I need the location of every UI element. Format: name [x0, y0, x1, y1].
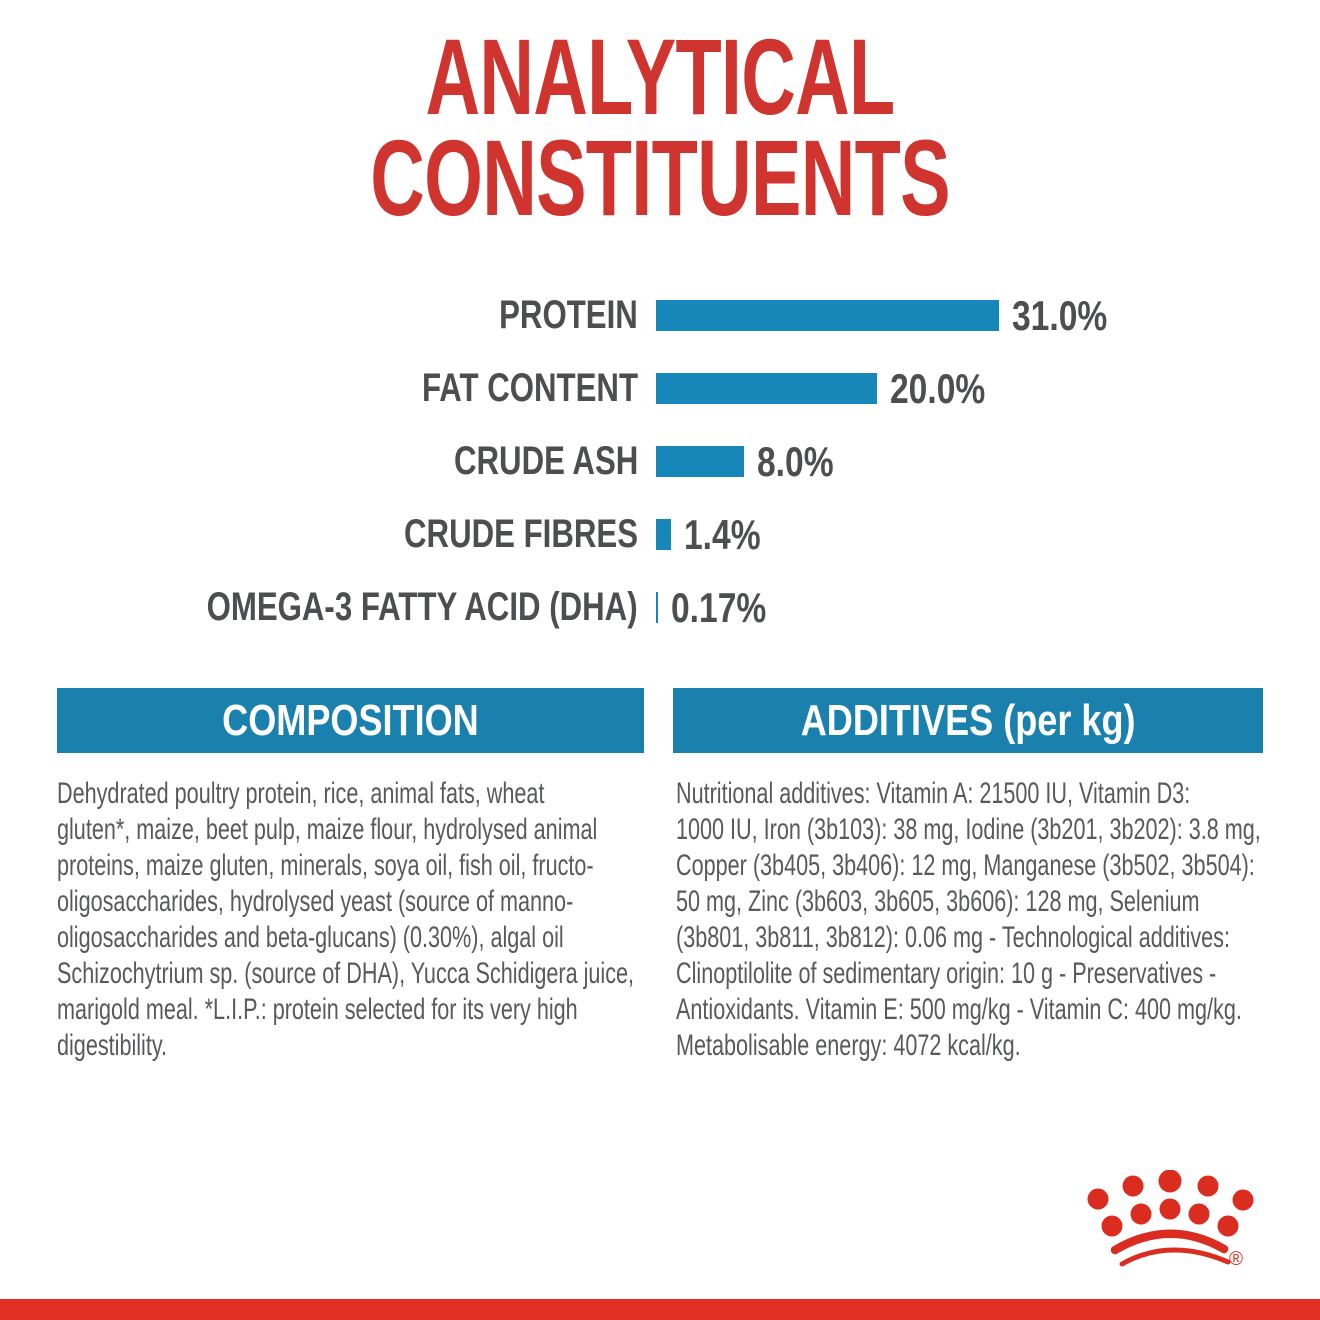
text-line: oligosaccharides and beta-glucans) (0.30%), algal oil	[57, 921, 564, 954]
additives-header-bar	[673, 688, 1263, 753]
chart-row	[0, 571, 1320, 644]
chart-value-label: 20.0%	[890, 364, 986, 412]
text-line: digestibility.	[57, 1029, 168, 1062]
chart-category-label-cell	[0, 585, 638, 630]
chart-value-label: 31.0%	[1011, 291, 1108, 339]
composition-text	[57, 776, 642, 1064]
text-line: proteins, maize gluten, minerals, soya oil, fish oil, fructo-	[57, 849, 594, 882]
chart-category-label: OMEGA-3 FATTY ACID (DHA)	[206, 585, 638, 629]
text-line: marigold meal. *L.I.P.: protein selected for its very high	[57, 993, 578, 1026]
text-line: Dehydrated poultry protein, rice, animal fats, wheat	[57, 777, 545, 810]
registered-trademark-symbol: ®	[1229, 1249, 1243, 1270]
text-line: 1000 IU, Iron (3b103): 38 mg, Iodine (3b201, 3b202): 3.8 mg,	[676, 813, 1261, 846]
page-title-line2: CONSTITUENTS	[370, 117, 950, 238]
chart-category-label-cell	[0, 439, 638, 484]
text-line: Nutritional additives: Vitamin A: 21500 IU, Vitamin D3:	[676, 777, 1191, 810]
text-line: Metabolisable energy: 4072 kcal/kg.	[676, 1029, 1021, 1062]
analytical-constituents-chart	[0, 279, 1320, 644]
page-title-line1: ANALYTICAL	[425, 16, 895, 137]
chart-category-label: FAT CONTENT	[421, 366, 638, 410]
chart-bar	[656, 300, 999, 331]
chart-category-label-cell	[0, 293, 638, 338]
chart-row	[0, 498, 1320, 571]
text-line: Antioxidants. Vitamin E: 500 mg/kg - Vitamin C: 400 mg/kg.	[676, 993, 1242, 1026]
chart-value-label: 1.4%	[684, 510, 762, 558]
chart-bar	[656, 373, 877, 404]
text-line: gluten*, maize, beet pulp, maize flour, hydrolysed animal	[57, 813, 598, 846]
text-line: oligosaccharides, hydrolysed yeast (source of manno-	[57, 885, 574, 918]
chart-category-label-cell	[0, 366, 638, 411]
additives-header-label: ADDITIVES (per kg)	[800, 696, 1136, 745]
text-line: 50 mg, Zinc (3b603, 3b605, 3b606): 128 mg, Selenium	[676, 885, 1200, 918]
chart-bar	[656, 446, 744, 477]
chart-bar	[656, 592, 658, 623]
chart-row	[0, 425, 1320, 498]
chart-row	[0, 279, 1320, 352]
chart-category-label: CRUDE ASH	[453, 439, 638, 483]
chart-value-label: 8.0%	[757, 437, 835, 485]
royal-canin-crown-logo	[1085, 1170, 1255, 1282]
chart-category-label: PROTEIN	[499, 293, 638, 337]
composition-header-bar	[57, 688, 644, 753]
chart-category-label-cell	[0, 512, 638, 557]
text-line: Clinoptilolite of sedimentary origin: 10 g - Preservatives -	[676, 957, 1217, 990]
text-line: Schizochytrium sp. (source of DHA), Yucca Schidigera juice,	[57, 957, 635, 990]
chart-row	[0, 352, 1320, 425]
chart-bar	[656, 519, 671, 550]
text-line: Copper (3b405, 3b406): 12 mg, Manganese (3b502, 3b504):	[676, 849, 1255, 882]
crown-icon	[1085, 1170, 1255, 1282]
footer-brand-band	[0, 1299, 1320, 1320]
composition-header-label: COMPOSITION	[222, 696, 479, 745]
page-title	[198, 16, 1122, 238]
chart-category-label: CRUDE FIBRES	[403, 512, 638, 556]
chart-value-label: 0.17%	[671, 583, 767, 631]
additives-text	[676, 776, 1263, 1064]
text-line: (3b801, 3b811, 3b812): 0.06 mg - Technological additives:	[676, 921, 1230, 954]
